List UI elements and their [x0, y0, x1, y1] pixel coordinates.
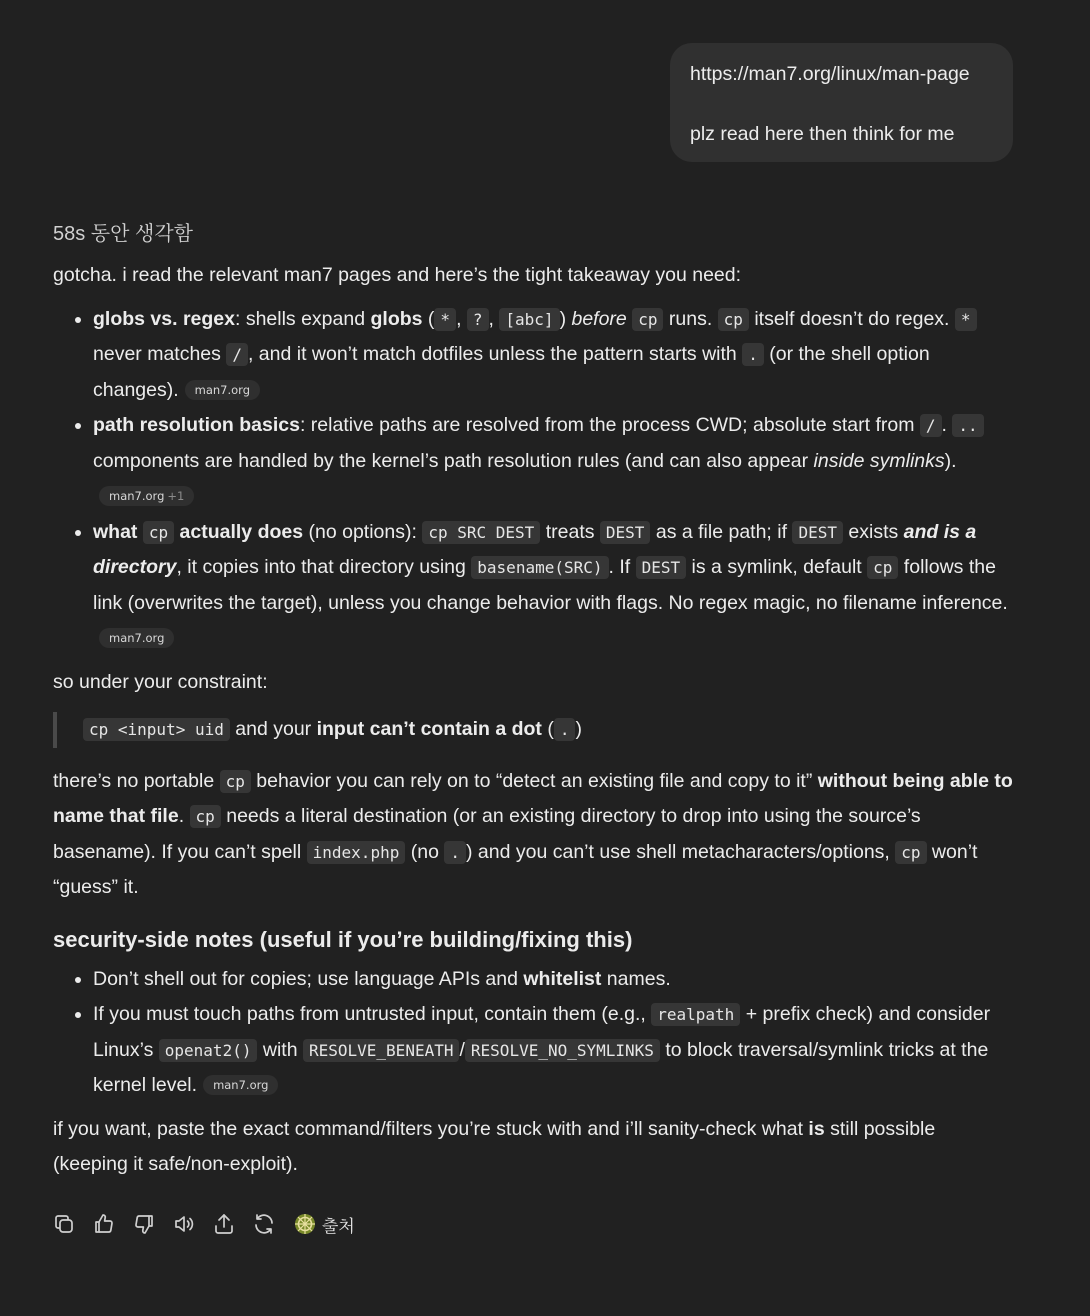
inline-code: . [742, 343, 764, 366]
bullet-title: path resolution basics [93, 414, 300, 436]
share-button[interactable] [212, 1210, 252, 1238]
security-heading: security-side notes (useful if you’re building/fixing this) [53, 926, 633, 952]
inline-code: .. [952, 414, 983, 437]
source-citation-badge[interactable]: man7.org [203, 1075, 278, 1095]
inline-code: * [955, 308, 977, 331]
inline-code: cp [867, 556, 898, 579]
user-message-url[interactable]: https://man7.org/linux/man-page [690, 63, 970, 85]
thought-duration-toggle[interactable]: 58s 동안 생각함 [53, 223, 193, 245]
inline-code: DEST [792, 521, 843, 544]
good-response-button[interactable] [92, 1210, 132, 1238]
copy-icon [52, 1212, 76, 1236]
assistant-response [53, 258, 1015, 1191]
inline-code: ? [467, 308, 489, 331]
speaker-icon [172, 1212, 196, 1236]
analysis-paragraph: there’s no portable cp behavior you can rely on to “detect an existing file and copy to it” without being able to name that file. cp needs a literal destination (or an existing directory to drop into using the source’s basename). If you can’t spell index.php (no . ) and you can’t use shell metacharacters/options, cp won’t “guess” it. [53, 769, 1013, 898]
inline-code: cp <input> uid [83, 718, 230, 741]
sources-favicon-icon [294, 1213, 316, 1235]
list-item: • If you must touch paths from untrusted input, contain them (e.g., realpath + prefix check) and consider Linux’s openat2() with RESOLVE_BENEATH / RESOLVE_NO_SYMLINKS to block traversal/symlink tricks at the kernel level. man7.org [93, 997, 1015, 1104]
inline-code: cp [718, 308, 749, 331]
constraint-quote: cp <input> uid and your input can’t contain a dot ( . ) [53, 712, 1015, 748]
list-item: • Don’t shell out for copies; use language APIs and whitelist names. [93, 962, 1015, 998]
read-aloud-button[interactable] [172, 1210, 212, 1238]
inline-code: [abc] [499, 308, 559, 331]
sources-label: 출처 [322, 1216, 355, 1236]
inline-code: cp [220, 770, 251, 793]
takeaway-list [53, 302, 1015, 657]
inline-code: cp [895, 841, 926, 864]
security-list [53, 962, 1015, 1104]
source-citation-badge[interactable]: man7.org [99, 628, 174, 648]
user-message-text: plz read here then think for me [690, 123, 955, 145]
inline-code: openat2() [159, 1039, 258, 1062]
thumbs-down-icon [132, 1212, 156, 1236]
inline-code: cp [143, 521, 174, 544]
inline-code: DEST [600, 521, 651, 544]
message-action-bar [52, 1210, 355, 1238]
regenerate-button[interactable] [252, 1210, 292, 1238]
inline-code: realpath [651, 1003, 740, 1026]
inline-code: . [444, 841, 466, 864]
thumbs-up-icon [92, 1212, 116, 1236]
inline-code: cp [190, 805, 221, 828]
inline-code: RESOLVE_BENEATH [303, 1039, 460, 1062]
intro-paragraph: gotcha. i read the relevant man7 pages and here’s the tight takeaway you need: [53, 264, 742, 286]
closing-paragraph: if you want, paste the exact command/filters you’re stuck with and i’ll sanity-check what is still possible (keeping it safe/non-exploit). [53, 1117, 936, 1175]
list-item: • globs vs. regex: shells expand globs ( * , ? , [abc] ) before cp runs. cp itself doesn’t do regex. * never matches / , and it won’t match dotfiles unless the pattern starts with . (or the shell option changes). man7.org [93, 302, 1015, 409]
inline-code: * [434, 308, 456, 331]
inline-code: index.php [307, 841, 406, 864]
regenerate-icon [252, 1212, 276, 1236]
inline-code: cp SRC DEST [422, 521, 540, 544]
inline-code: . [554, 718, 576, 741]
inline-code: basename(SRC) [471, 556, 608, 579]
list-item: • path resolution basics: relative paths are resolved from the process CWD; absolute start from / . .. components are handled by the kernel’s path resolution rules (and can also appear inside symlinks).man7.org +1 [93, 408, 1015, 515]
inline-code: RESOLVE_NO_SYMLINKS [465, 1039, 660, 1062]
sources-button[interactable] [294, 1212, 355, 1237]
share-icon [212, 1212, 236, 1236]
bullet-title: globs vs. regex [93, 307, 235, 330]
list-item: • what cp actually does (no options): cp SRC DEST treats DEST as a file path; if DEST exists and is a directory, it copies into that directory using basename(SRC) . If DEST is a symlink, default cp follows the link (overwrites the target), unless you change behavior with flags. No regex magic, no filename inference.man7.org [93, 515, 1015, 657]
constraint-intro: so under your constraint: [53, 670, 268, 693]
user-message-bubble [670, 43, 1013, 162]
source-citation-badge[interactable]: man7.org +1 [99, 486, 194, 506]
inline-code: / [226, 343, 248, 366]
inline-code: cp [632, 308, 663, 331]
copy-button[interactable] [52, 1210, 92, 1238]
bad-response-button[interactable] [132, 1210, 172, 1238]
bullet-title: what [93, 520, 138, 543]
inline-code: / [920, 414, 942, 437]
inline-code: DEST [636, 556, 687, 579]
source-citation-badge[interactable]: man7.org [185, 380, 260, 400]
